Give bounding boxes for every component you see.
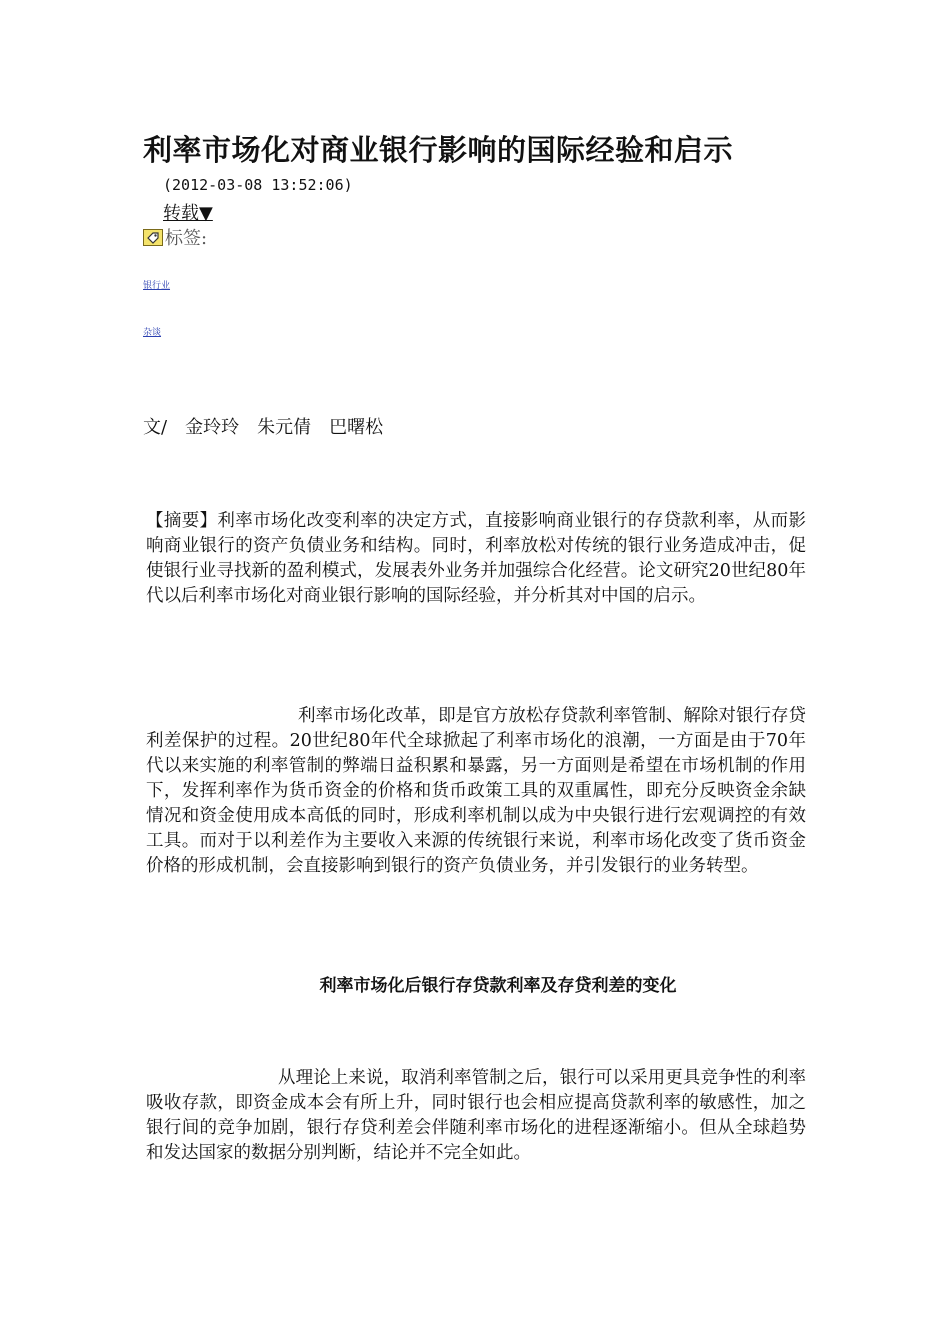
repost-label: 转载▼: [163, 203, 213, 224]
article-authors: 文/ 金玲玲 朱元倩 巴曙松: [143, 417, 384, 438]
abstract-paragraph: 【摘要】利率市场化改变利率的决定方式，直接影响商业银行的存贷款利率，从而影响商业银行的资产负债业务和结构。同时，利率放松对传统的银行业务造成冲击，促使银行业寻找新的盈利模式，发展表外业务并加强综合化经营。论文研究20世纪80年代以后利率市场化对商业银行影响的国际经验，并分析其对中国的启示。: [146, 511, 806, 606]
body-paragraph-2: 从理论上来说，取消利率管制之后，银行可以采用更具竞争性的利率吸收存款，即资金成本会有所上升，同时银行也会相应提高贷款利率的敏感性，加之银行间的竞争加剧，银行存贷利差会伴随利率市场化的进程逐渐缩小。但从全球趋势和发达国家的数据分别判断，结论并不完全如此。: [146, 1068, 806, 1163]
tag-link-misc[interactable]: 杂谈: [143, 328, 162, 338]
tag-icon-glyph: [146, 231, 160, 244]
tag-icon: [143, 229, 163, 246]
tag-link-banking[interactable]: 银行业: [143, 281, 171, 291]
tags-label: 标签:: [165, 228, 208, 249]
repost-button[interactable]: [163, 199, 213, 225]
body-paragraph-1: 利率市场化改革，即是官方放松存贷款利率管制、解除对银行存贷利差保护的过程。20世纪80年代全球掀起了利率市场化的浪潮，一方面是由于70年代以来实施的利率管制的弊端日益积累和暴露，另一方面则是希望在市场机制的作用下，发挥利率作为货币资金的价格和货币政策工具的双重属性，即充分反映资金余缺情况和资金使用成本高低的同时，形成利率机制以成为中央银行进行宏观调控的有效工具。而对于以利差作为主要收入来源的传统银行来说，利率市场化改变了货币资金价格的形成机制，会直接影响到银行的资产负债业务，并引发银行的业务转型。: [146, 706, 806, 876]
post-timestamp: (2012-03-08 13:52:06): [163, 176, 353, 194]
tags-header: [143, 224, 207, 250]
section-heading: 利率市场化后银行存贷款利率及存贷利差的变化: [319, 976, 677, 996]
article-title: 利率市场化对商业银行影响的国际经验和启示: [143, 133, 734, 167]
